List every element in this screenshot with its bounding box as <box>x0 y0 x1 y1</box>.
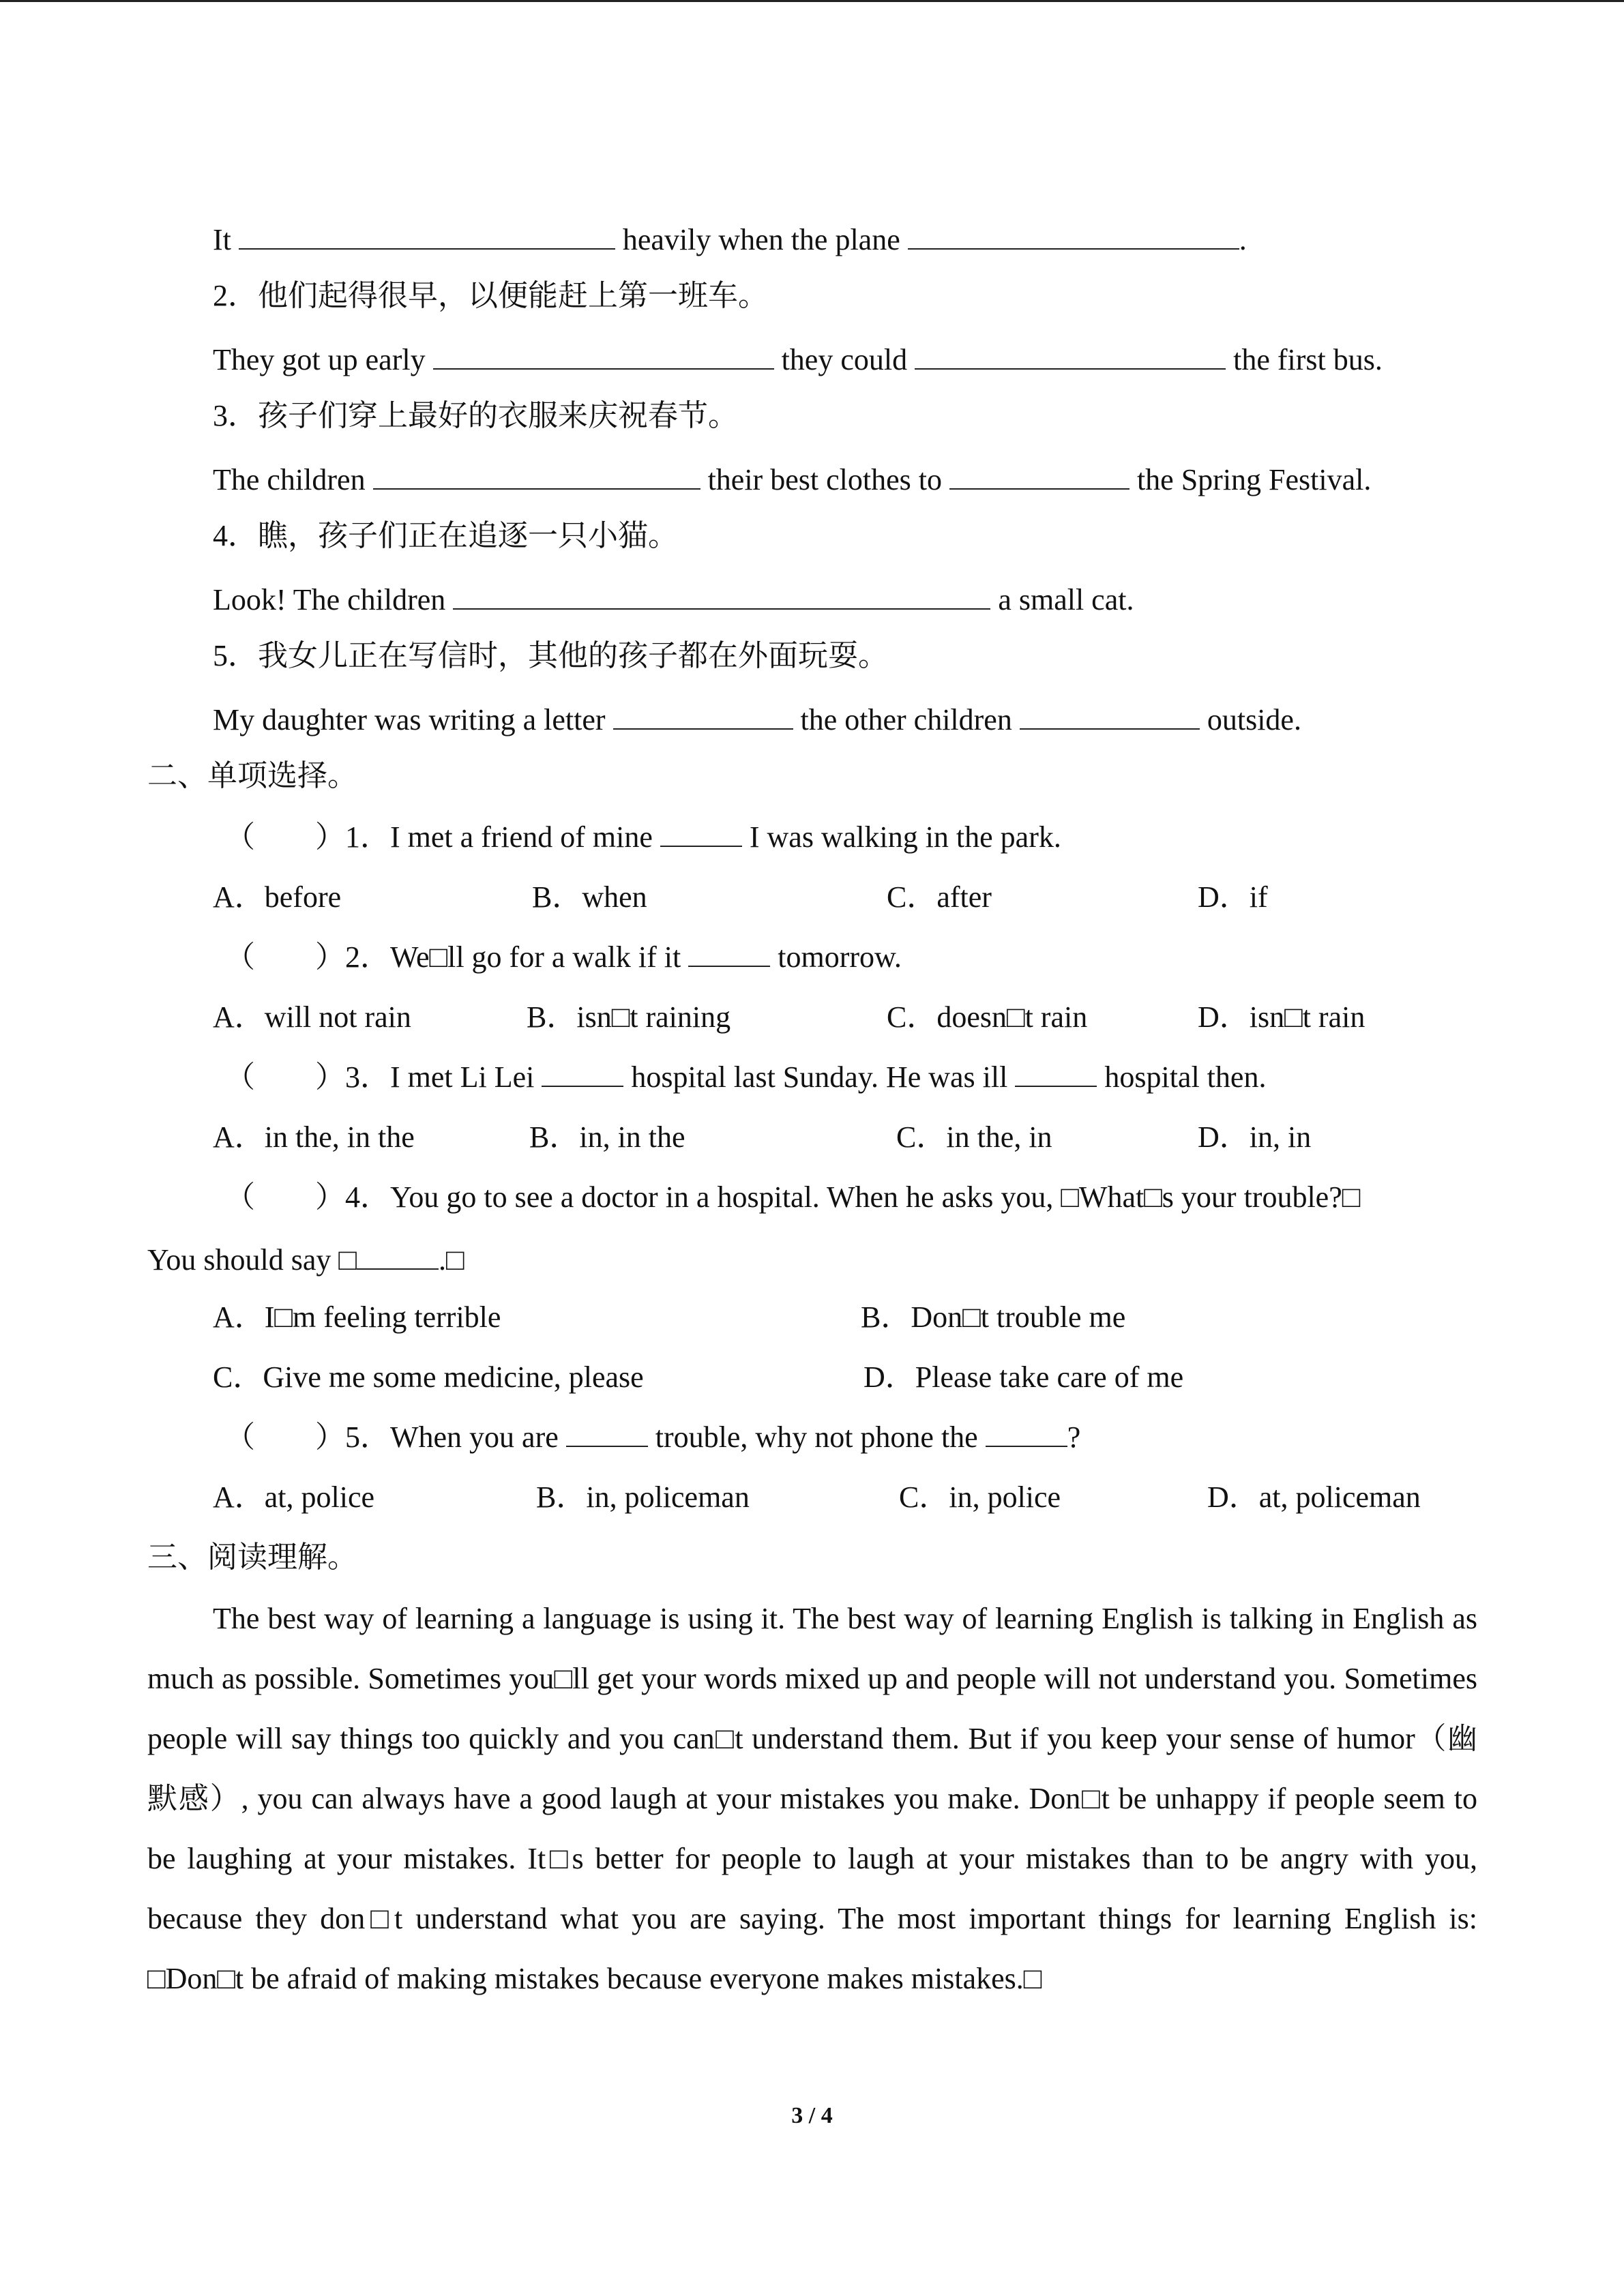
mc-q1-option-d[interactable]: D．if <box>1198 880 1268 914</box>
answer-blank[interactable] <box>949 468 1130 490</box>
translate-q1-text-b: heavily when the plane <box>622 223 900 256</box>
answer-blank[interactable] <box>433 348 774 370</box>
mc-q2-stem-a: （ ）2．We□ll go for a walk if it <box>225 940 681 974</box>
answer-blank[interactable] <box>688 945 770 967</box>
reading-passage: The best way of learning a language is using it. The best way of learning English is talking in English as much as possible. Sometimes you□ll get your words mixed up and people will not understand you. Sometimes people will say things too quickly and you can□t understand them. But if you keep your sense of humor（幽默感）, you can always have a good laugh at your mistakes you make. Don□t be unhappy if people seem to be laughing at your mistakes. It□s better for people to laugh at your mistakes than to be angry with you, because they don□t understand what you are saying. The most important things for learning English is: □Don□t be afraid of making mistakes because everyone makes mistakes.□ <box>147 1602 1477 1995</box>
translate-q2-text-b: they could <box>781 343 908 376</box>
answer-blank[interactable] <box>660 825 742 847</box>
mc-q4-stem2-b: .□ <box>438 1243 464 1277</box>
mc-q5-stem-a: （ ）5．When you are <box>225 1420 559 1454</box>
translate-q2-answer-line <box>213 345 1383 375</box>
answer-blank[interactable] <box>566 1425 648 1447</box>
mc-q5-option-a[interactable]: A．at, police <box>213 1480 375 1514</box>
mc-q2-option-c[interactable]: C．doesn□t rain <box>887 1000 1088 1034</box>
mc-q3-stem-a: （ ）3．I met Li Lei <box>225 1060 535 1094</box>
answer-blank[interactable] <box>1015 1065 1097 1087</box>
mc-q2-option-d[interactable]: D．isn□t rain <box>1198 1000 1365 1034</box>
page-top-border <box>0 0 1624 2</box>
mc-q5-option-b[interactable]: B．in, policeman <box>536 1480 750 1514</box>
translate-q4-answer-line <box>213 585 1134 615</box>
answer-blank[interactable] <box>908 228 1239 250</box>
translate-q3-text-a: The children <box>213 463 366 496</box>
translate-q3-text-c: the Spring Festival. <box>1136 463 1372 496</box>
mc-q4-stem-line2 <box>147 1245 464 1275</box>
mc-q5-option-d[interactable]: D．at, policeman <box>1207 1480 1421 1514</box>
mc-q4-option-a[interactable]: A．I□m feeling terrible <box>213 1300 501 1334</box>
mc-q5-stem-c: ? <box>1067 1420 1081 1454</box>
translate-q5-text-b: the other children <box>800 703 1012 736</box>
mc-q3-option-c[interactable]: C．in the, in <box>896 1120 1052 1154</box>
answer-blank[interactable] <box>357 1248 439 1270</box>
mc-q2-option-a[interactable]: A．will not rain <box>213 1000 411 1034</box>
translate-q3-chinese: 3．孩子们穿上最好的衣服来庆祝春节。 <box>213 399 738 432</box>
mc-q3-stem-c: hospital then. <box>1104 1060 1267 1094</box>
translate-q5-text-c: outside. <box>1207 703 1301 736</box>
mc-q5-stem <box>225 1422 1080 1452</box>
mc-q1-stem <box>225 822 1061 852</box>
answer-blank[interactable] <box>239 228 615 250</box>
translate-q1-text-a: It <box>213 223 231 256</box>
mc-q3-option-d[interactable]: D．in, in <box>1198 1120 1312 1154</box>
mc-q4-stem: （ ）4．You go to see a doctor in a hospital. When he asks you, □What□s your trouble?□ <box>225 1180 1361 1214</box>
mc-q5-stem-b: trouble, why not phone the <box>655 1420 978 1454</box>
mc-q3-stem-b: hospital last Sunday. He was ill <box>631 1060 1008 1094</box>
answer-blank[interactable] <box>1020 708 1200 730</box>
mc-q4-option-b[interactable]: B．Don□t trouble me <box>861 1300 1126 1334</box>
translate-q1-answer-line <box>213 225 1247 255</box>
mc-q1-option-b[interactable]: B．when <box>532 880 647 914</box>
translate-q5-chinese: 5．我女儿正在写信时，其他的孩子都在外面玩耍。 <box>213 639 888 672</box>
mc-q3-stem <box>225 1062 1266 1092</box>
translate-q1-text-c: . <box>1239 223 1247 256</box>
answer-blank[interactable] <box>613 708 793 730</box>
mc-q2-stem <box>225 942 902 972</box>
translate-q2-chinese: 2．他们起得很早，以便能赶上第一班车。 <box>213 279 768 312</box>
translate-q2-text-c: the first bus. <box>1233 343 1383 376</box>
mc-q5-option-c[interactable]: C．in, police <box>899 1480 1061 1514</box>
mc-q1-option-c[interactable]: C．after <box>887 880 992 914</box>
translate-q5-text-a: My daughter was writing a letter <box>213 703 606 736</box>
page-number: 3 / 4 <box>791 2103 833 2128</box>
mc-q1-stem-a: （ ）1．I met a friend of mine <box>225 820 653 854</box>
mc-q4-stem2-a: You should say □ <box>147 1243 357 1277</box>
mc-q2-option-b[interactable]: B．isn□t raining <box>527 1000 731 1034</box>
translate-q2-text-a: They got up early <box>213 343 426 376</box>
answer-blank[interactable] <box>373 468 700 490</box>
section2-heading: 二、单项选择。 <box>147 759 357 792</box>
translate-q4-chinese: 4．瞧，孩子们正在追逐一只小猫。 <box>213 519 678 552</box>
answer-blank[interactable] <box>915 348 1226 370</box>
translate-q4-text-a: Look! The children <box>213 583 446 616</box>
translate-q3-answer-line <box>213 465 1371 495</box>
mc-q3-option-a[interactable]: A．in the, in the <box>213 1120 415 1154</box>
answer-blank[interactable] <box>986 1425 1067 1447</box>
mc-q1-stem-b: I was walking in the park. <box>749 820 1061 854</box>
mc-q4-option-c[interactable]: C．Give me some medicine, please <box>213 1360 644 1394</box>
answer-blank[interactable] <box>453 588 990 610</box>
translate-q3-text-b: their best clothes to <box>707 463 942 496</box>
translate-q5-answer-line <box>213 705 1301 735</box>
answer-blank[interactable] <box>542 1065 623 1087</box>
mc-q3-option-b[interactable]: B．in, in the <box>529 1120 685 1154</box>
translate-q4-text-b: a small cat. <box>998 583 1134 616</box>
mc-q4-option-d[interactable]: D．Please take care of me <box>863 1360 1184 1394</box>
mc-q2-stem-b: tomorrow. <box>778 940 902 974</box>
section3-heading: 三、阅读理解。 <box>147 1540 357 1574</box>
mc-q1-option-a[interactable]: A．before <box>213 880 342 914</box>
